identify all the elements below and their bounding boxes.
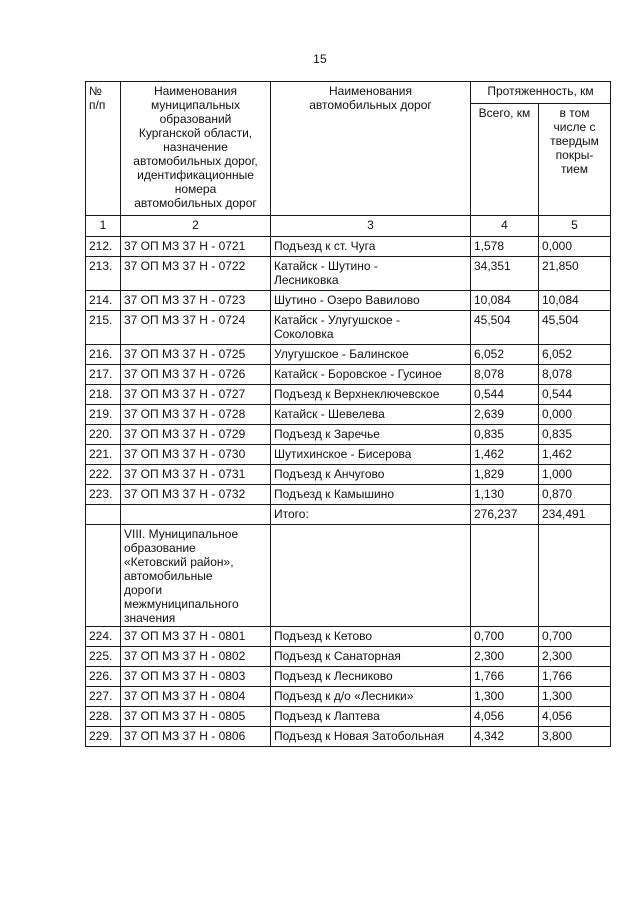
table-row — [86, 687, 611, 707]
row-number: 229. — [86, 727, 121, 747]
road-identifier: 37 ОП МЗ 37 Н - 0726 — [121, 365, 271, 385]
length-total: 4,056 — [471, 707, 539, 727]
section-row — [86, 525, 611, 627]
table-row — [86, 727, 611, 747]
road-identifier: 37 ОП МЗ 37 Н - 0725 — [121, 345, 271, 365]
header-length: Протяженность, км — [471, 82, 611, 104]
row-number: 220. — [86, 425, 121, 445]
column-number: 5 — [539, 216, 611, 237]
header-municipality: Наименования муниципальных образований Курганской области, назначение автомобильных дорог, идентификационные номера автомобильных дорог — [121, 82, 271, 216]
header-row — [86, 82, 611, 104]
road-identifier: 37 ОП МЗ 37 Н - 0731 — [121, 465, 271, 485]
length-total: 2,639 — [471, 405, 539, 425]
length-total: 0,544 — [471, 385, 539, 405]
total-row — [86, 505, 611, 525]
section-title: VIII. Муниципальное образование «Кетовский район», автомобильные дороги межмуниципального значения — [121, 525, 271, 627]
length-paved: 4,056 — [539, 707, 611, 727]
table-row — [86, 291, 611, 311]
length-total: 45,504 — [471, 311, 539, 345]
empty-cell — [539, 525, 611, 627]
header-total-km: Всего, км — [471, 104, 539, 216]
road-name: Катайск - Боровское - Гусиное — [271, 365, 471, 385]
table-row — [86, 237, 611, 257]
length-total: 1,462 — [471, 445, 539, 465]
total-label: Итого: — [271, 505, 471, 525]
column-number: 1 — [86, 216, 121, 237]
length-paved: 45,504 — [539, 311, 611, 345]
table-row — [86, 385, 611, 405]
row-number: 224. — [86, 627, 121, 647]
row-number: 222. — [86, 465, 121, 485]
table-row — [86, 365, 611, 385]
table-row — [86, 257, 611, 291]
length-paved: 1,462 — [539, 445, 611, 465]
road-name: Шутихинское - Бисерова — [271, 445, 471, 465]
road-name: Подъезд к Кетово — [271, 627, 471, 647]
row-number: 225. — [86, 647, 121, 667]
length-paved: 0,835 — [539, 425, 611, 445]
row-number: 213. — [86, 257, 121, 291]
length-paved: 2,300 — [539, 647, 611, 667]
table-row — [86, 445, 611, 465]
length-total: 6,052 — [471, 345, 539, 365]
total-paved: 234,491 — [539, 505, 611, 525]
length-total: 4,342 — [471, 727, 539, 747]
header-paved-km: в том числе с твердым покры- тием — [539, 104, 611, 216]
row-number: 217. — [86, 365, 121, 385]
road-identifier: 37 ОП МЗ 37 Н - 0728 — [121, 405, 271, 425]
row-number: 228. — [86, 707, 121, 727]
road-identifier: 37 ОП МЗ 37 Н - 0721 — [121, 237, 271, 257]
column-number: 2 — [121, 216, 271, 237]
road-identifier: 37 ОП МЗ 37 Н - 0804 — [121, 687, 271, 707]
length-total: 0,700 — [471, 627, 539, 647]
road-name: Подъезд к Лесниково — [271, 667, 471, 687]
length-total: 1,300 — [471, 687, 539, 707]
length-paved: 1,300 — [539, 687, 611, 707]
road-identifier: 37 ОП МЗ 37 Н - 0723 — [121, 291, 271, 311]
road-identifier: 37 ОП МЗ 37 Н - 0732 — [121, 485, 271, 505]
table-row — [86, 485, 611, 505]
road-identifier: 37 ОП МЗ 37 Н - 0806 — [121, 727, 271, 747]
row-number: 223. — [86, 485, 121, 505]
road-identifier: 37 ОП МЗ 37 Н - 0802 — [121, 647, 271, 667]
length-total: 1,578 — [471, 237, 539, 257]
length-paved: 1,000 — [539, 465, 611, 485]
header-road-name: Наименования автомобильных дорог — [271, 82, 471, 216]
length-total: 1,829 — [471, 465, 539, 485]
road-identifier: 37 ОП МЗ 37 Н - 0730 — [121, 445, 271, 465]
length-paved: 3,800 — [539, 727, 611, 747]
length-total: 2,300 — [471, 647, 539, 667]
road-name: Катайск - Улугушское - Соколовка — [271, 311, 471, 345]
row-number: 221. — [86, 445, 121, 465]
road-name: Подъезд к Санаторная — [271, 647, 471, 667]
empty-cell — [271, 525, 471, 627]
row-number: 212. — [86, 237, 121, 257]
table-row — [86, 311, 611, 345]
length-total: 0,835 — [471, 425, 539, 445]
road-name: Катайск - Шутино - Лесниковка — [271, 257, 471, 291]
empty-cell — [471, 525, 539, 627]
road-identifier: 37 ОП МЗ 37 Н - 0722 — [121, 257, 271, 291]
row-number: 218. — [86, 385, 121, 405]
row-number: 227. — [86, 687, 121, 707]
table-row — [86, 647, 611, 667]
road-name: Подъезд к Лаптева — [271, 707, 471, 727]
length-total: 8,078 — [471, 365, 539, 385]
empty-cell — [121, 505, 271, 525]
road-name: Подъезд к Заречье — [271, 425, 471, 445]
length-paved: 1,766 — [539, 667, 611, 687]
road-name: Подъезд к Верхнеключевское — [271, 385, 471, 405]
table-row — [86, 707, 611, 727]
road-identifier: 37 ОП МЗ 37 Н - 0724 — [121, 311, 271, 345]
road-identifier: 37 ОП МЗ 37 Н - 0801 — [121, 627, 271, 647]
table-row — [86, 345, 611, 365]
road-name: Подъезд к д/о «Лесники» — [271, 687, 471, 707]
length-total: 34,351 — [471, 257, 539, 291]
table-row — [86, 465, 611, 485]
road-name: Улугушское - Балинское — [271, 345, 471, 365]
road-identifier: 37 ОП МЗ 37 Н - 0805 — [121, 707, 271, 727]
empty-cell — [86, 525, 121, 627]
table-row — [86, 405, 611, 425]
road-identifier: 37 ОП МЗ 37 Н - 0727 — [121, 385, 271, 405]
empty-cell — [86, 505, 121, 525]
row-number: 226. — [86, 667, 121, 687]
road-name: Катайск - Шевелева — [271, 405, 471, 425]
road-name: Подъезд к ст. Чуга — [271, 237, 471, 257]
length-total: 1,766 — [471, 667, 539, 687]
roads-table — [85, 81, 611, 747]
length-paved: 21,850 — [539, 257, 611, 291]
road-name: Подъезд к Анчугово — [271, 465, 471, 485]
road-identifier: 37 ОП МЗ 37 Н - 0803 — [121, 667, 271, 687]
road-name: Подъезд к Камышино — [271, 485, 471, 505]
row-number: 215. — [86, 311, 121, 345]
page-number: 15 — [313, 52, 327, 66]
road-name: Подъезд к Новая Затобольная — [271, 727, 471, 747]
length-paved: 0,000 — [539, 237, 611, 257]
table-row — [86, 627, 611, 647]
road-identifier: 37 ОП МЗ 37 Н - 0729 — [121, 425, 271, 445]
column-numbers-row — [86, 216, 611, 237]
length-paved: 0,700 — [539, 627, 611, 647]
length-paved: 0,000 — [539, 405, 611, 425]
length-paved: 0,544 — [539, 385, 611, 405]
road-name: Шутино - Озеро Вавилово — [271, 291, 471, 311]
row-number: 214. — [86, 291, 121, 311]
header-num: № п/п — [86, 82, 121, 216]
length-paved: 6,052 — [539, 345, 611, 365]
row-number: 216. — [86, 345, 121, 365]
length-total: 1,130 — [471, 485, 539, 505]
table-row — [86, 667, 611, 687]
column-number: 4 — [471, 216, 539, 237]
length-paved: 8,078 — [539, 365, 611, 385]
column-number: 3 — [271, 216, 471, 237]
length-paved: 0,870 — [539, 485, 611, 505]
total-length: 276,237 — [471, 505, 539, 525]
table-row — [86, 425, 611, 445]
length-total: 10,084 — [471, 291, 539, 311]
length-paved: 10,084 — [539, 291, 611, 311]
row-number: 219. — [86, 405, 121, 425]
